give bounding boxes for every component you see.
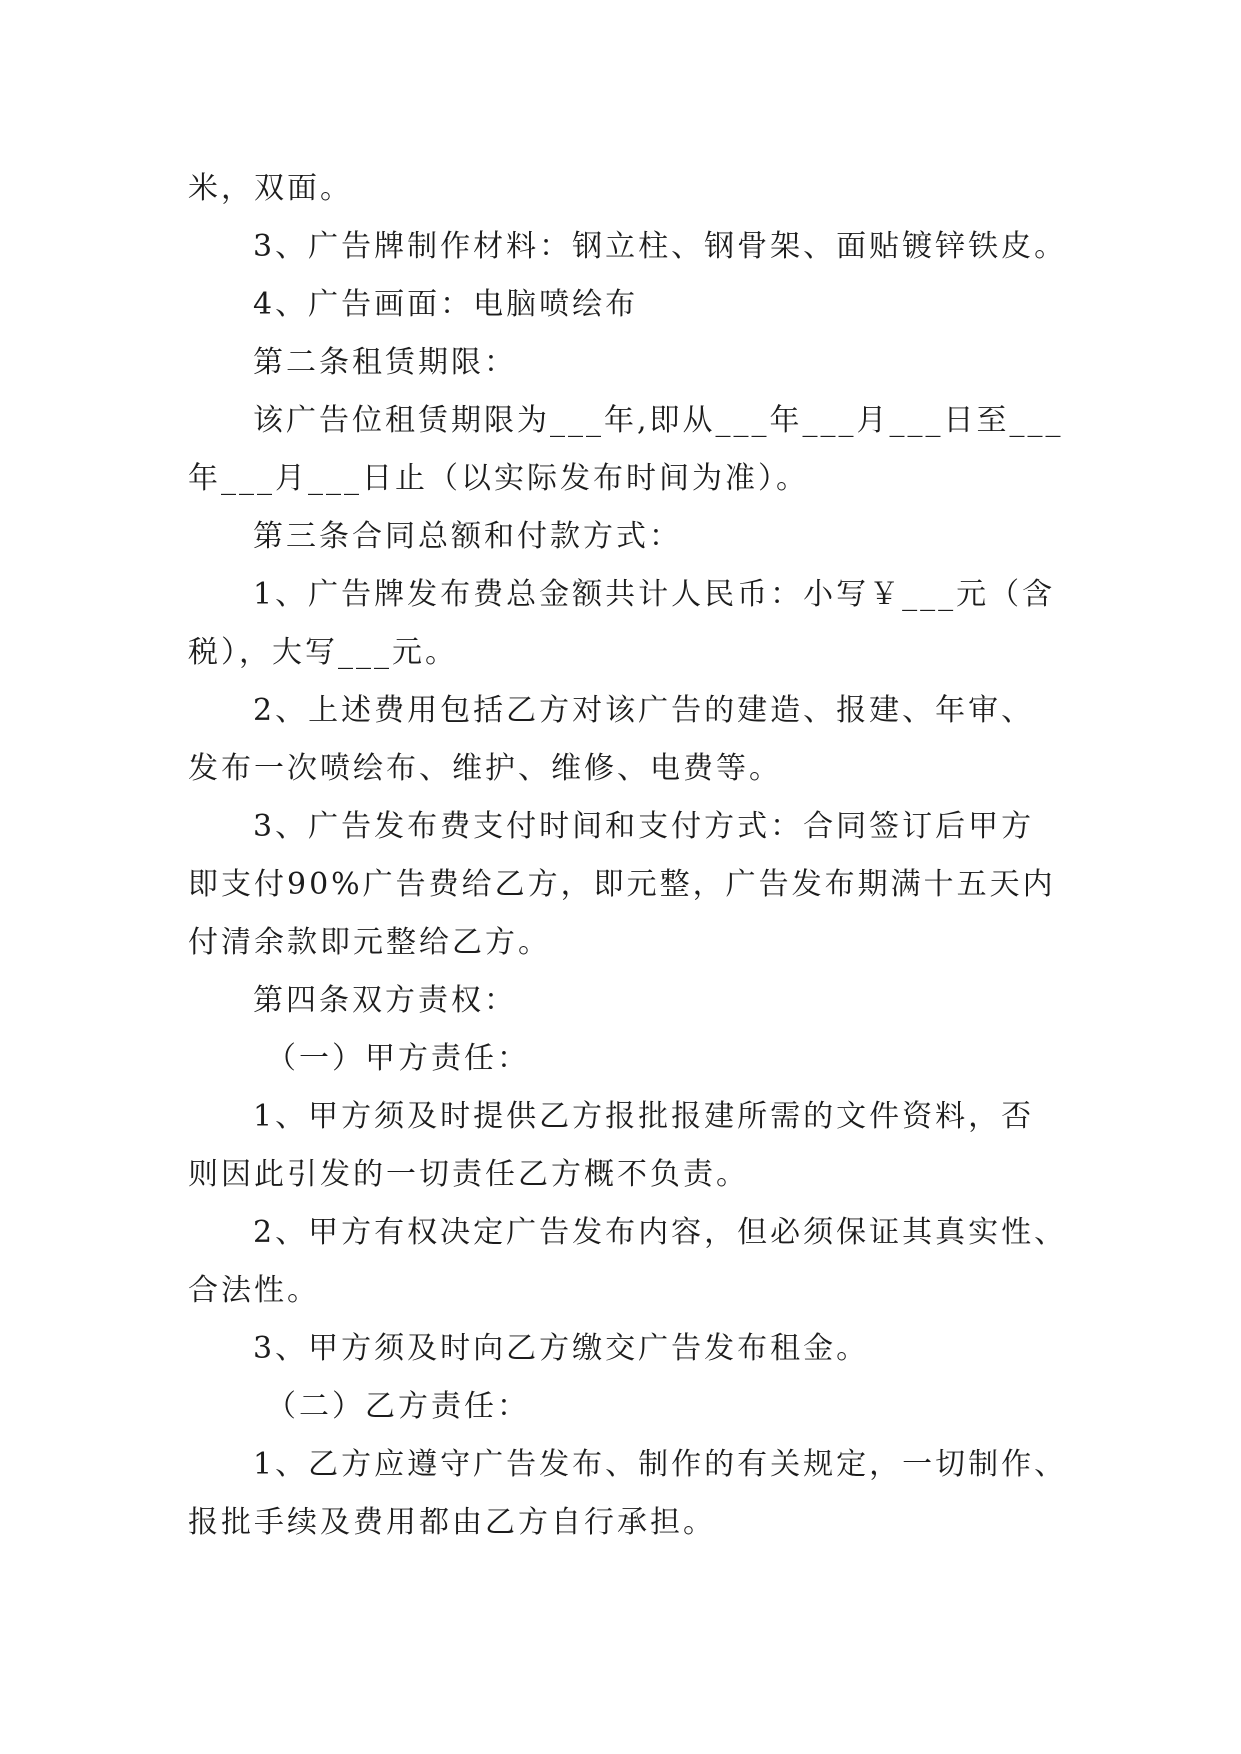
- text-line: 3、广告牌制作材料：钢立柱、钢骨架、面贴镀锌铁皮。: [253, 229, 1068, 264]
- section-heading: 第二条租赁期限：: [253, 345, 517, 380]
- text-line: 1、广告牌发布费总金额共计人民币：小写￥___元（含: [253, 577, 1056, 612]
- text-line: 则因此引发的一切责任乙方概不负责。: [188, 1157, 749, 1192]
- text-line: 3、广告发布费支付时间和支付方式：合同签订后甲方: [253, 809, 1035, 844]
- text-line: 2、甲方有权决定广告发布内容，但必须保证其真实性、: [253, 1215, 1068, 1250]
- text-line: 报批手续及费用都由乙方自行承担。: [188, 1505, 716, 1540]
- text-line: 年___月___日止（以实际发布时间为准）。: [188, 461, 809, 496]
- text-line: 1、乙方应遵守广告发布、制作的有关规定，一切制作、: [253, 1447, 1068, 1482]
- text-line: 即支付90%广告费给乙方，即元整，广告发布期满十五天内: [188, 867, 1056, 902]
- text-line: 4、广告画面：电脑喷绘布: [253, 287, 639, 322]
- text-line: 1、甲方须及时提供乙方报批报建所需的文件资料，否: [253, 1099, 1035, 1134]
- text-line: 合法性。: [188, 1273, 320, 1308]
- text-line: 2、上述费用包括乙方对该广告的建造、报建、年审、: [253, 693, 1035, 728]
- document-body: [188, 160, 1068, 1552]
- text-line: 付清余款即元整给乙方。: [188, 925, 551, 960]
- text-line: 3、甲方须及时向乙方缴交广告发布租金。: [253, 1331, 870, 1366]
- text-line: 税），大写___元。: [188, 635, 458, 670]
- section-heading: 第四条双方责权：: [253, 983, 517, 1018]
- text-line: 米，双面。: [188, 171, 353, 206]
- subsection-heading: （二）乙方责任：: [266, 1389, 530, 1424]
- text-line: 该广告位租赁期限为___年,即从___年___月___日至___: [253, 403, 1064, 438]
- section-heading: 第三条合同总额和付款方式：: [253, 519, 682, 554]
- subsection-heading: （一）甲方责任：: [266, 1041, 530, 1076]
- text-line: 发布一次喷绘布、维护、维修、电费等。: [188, 751, 782, 786]
